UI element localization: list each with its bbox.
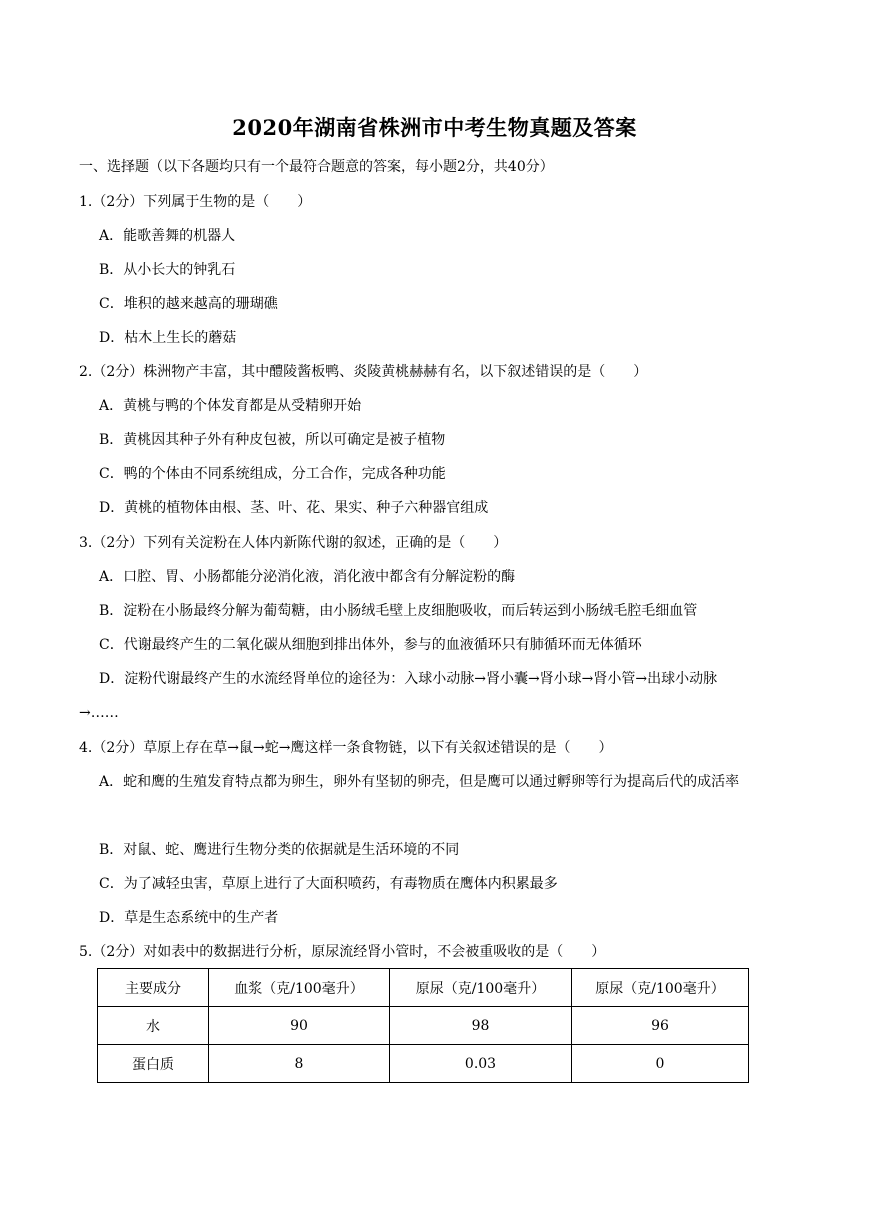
table-header-row — [98, 969, 749, 1007]
table-header-cell: 原尿（克/100毫升） — [390, 969, 572, 1007]
table-header-cell: 原尿（克/100毫升） — [572, 969, 749, 1007]
question-4-option-c: C．为了减轻虫害，草原上进行了大面积喷药，有毒物质在鹰体内积累最多 — [99, 876, 558, 892]
table-row — [98, 1045, 749, 1083]
page-title: 2020年湖南省株洲市中考生物真题及答案 — [232, 115, 637, 140]
question-4-option-d: D．草是生态系统中的生产者 — [99, 910, 279, 926]
question-1-option-c: C．堆积的越来越高的珊瑚礁 — [99, 296, 278, 312]
question-1-option-a: A．能歌善舞的机器人 — [99, 228, 236, 244]
question-4-stem: 4.（2分）草原上存在草→鼠→蛇→鹰这样一条食物链，以下有关叙述错误的是（ ） — [79, 740, 613, 756]
question-1-stem: 1.（2分）下列属于生物的是（ ） — [79, 194, 312, 210]
table-cell: 96 — [572, 1007, 749, 1045]
table-header-cell: 血浆（克/100毫升） — [209, 969, 390, 1007]
question-3-stem: 3.（2分）下列有关淀粉在人体内新陈代谢的叙述，正确的是（ ） — [79, 535, 508, 551]
table-cell: 0 — [572, 1045, 749, 1083]
table-cell: 98 — [390, 1007, 572, 1045]
question-2-option-c: C．鸭的个体由不同系统组成，分工合作，完成各种功能 — [99, 466, 446, 482]
question-3-option-a: A．口腔、胃、小肠都能分泌消化液，消化液中都含有分解淀粉的酶 — [99, 569, 516, 585]
table-cell: 水 — [98, 1007, 209, 1045]
table-cell: 90 — [209, 1007, 390, 1045]
question-2-option-b: B．黄桃因其种子外有种皮包被，所以可确定是被子植物 — [99, 432, 446, 448]
question-4-option-a: A．蛇和鹰的生殖发育特点都为卵生，卵外有坚韧的卵壳，但是鹰可以通过孵卵等行为提高后代的成活率 — [99, 774, 740, 790]
question-3-option-b: B．淀粉在小肠最终分解为葡萄糖，由小肠绒毛壁上皮细胞吸收，而后转运到小肠绒毛腔毛细血管 — [99, 603, 698, 619]
table-cell: 蛋白质 — [98, 1045, 209, 1083]
question-1-option-b: B．从小长大的钟乳石 — [99, 262, 236, 278]
question-2-stem: 2.（2分）株洲物产丰富，其中醴陵酱板鸭、炎陵黄桃赫赫有名，以下叙述错误的是（ ） — [79, 364, 648, 380]
question-2-option-d: D．黄桃的植物体由根、茎、叶、花、果实、种子六种器官组成 — [99, 500, 489, 516]
table-cell: 0.03 — [390, 1045, 572, 1083]
table-header-cell: 主要成分 — [98, 969, 209, 1007]
question-2-option-a: A．黄桃与鸭的个体发育都是从受精卵开始 — [99, 398, 362, 414]
question-3-option-d: D．淀粉代谢最终产生的水流经肾单位的途径为：入球小动脉→肾小囊→肾小球→肾小管→出球小动脉 — [99, 671, 718, 687]
question-3-option-d-continuation: →…… — [79, 705, 119, 721]
section-heading: 一、选择题（以下各题均只有一个最符合题意的答案，每小题2分，共40分） — [79, 159, 554, 175]
table-row — [98, 1007, 749, 1045]
question-1-option-d: D．枯木上生长的蘑菇 — [99, 330, 237, 346]
question-4-option-b: B．对鼠、蛇、鹰进行生物分类的依据就是生活环境的不同 — [99, 842, 460, 858]
data-table — [97, 968, 749, 1083]
question-3-option-c: C．代谢最终产生的二氧化碳从细胞到排出体外，参与的血液循环只有肺循环而无体循环 — [99, 637, 642, 653]
table-cell: 8 — [209, 1045, 390, 1083]
question-5-stem: 5.（2分）对如表中的数据进行分析，原尿流经肾小管时，不会被重吸收的是（ ） — [79, 944, 606, 960]
